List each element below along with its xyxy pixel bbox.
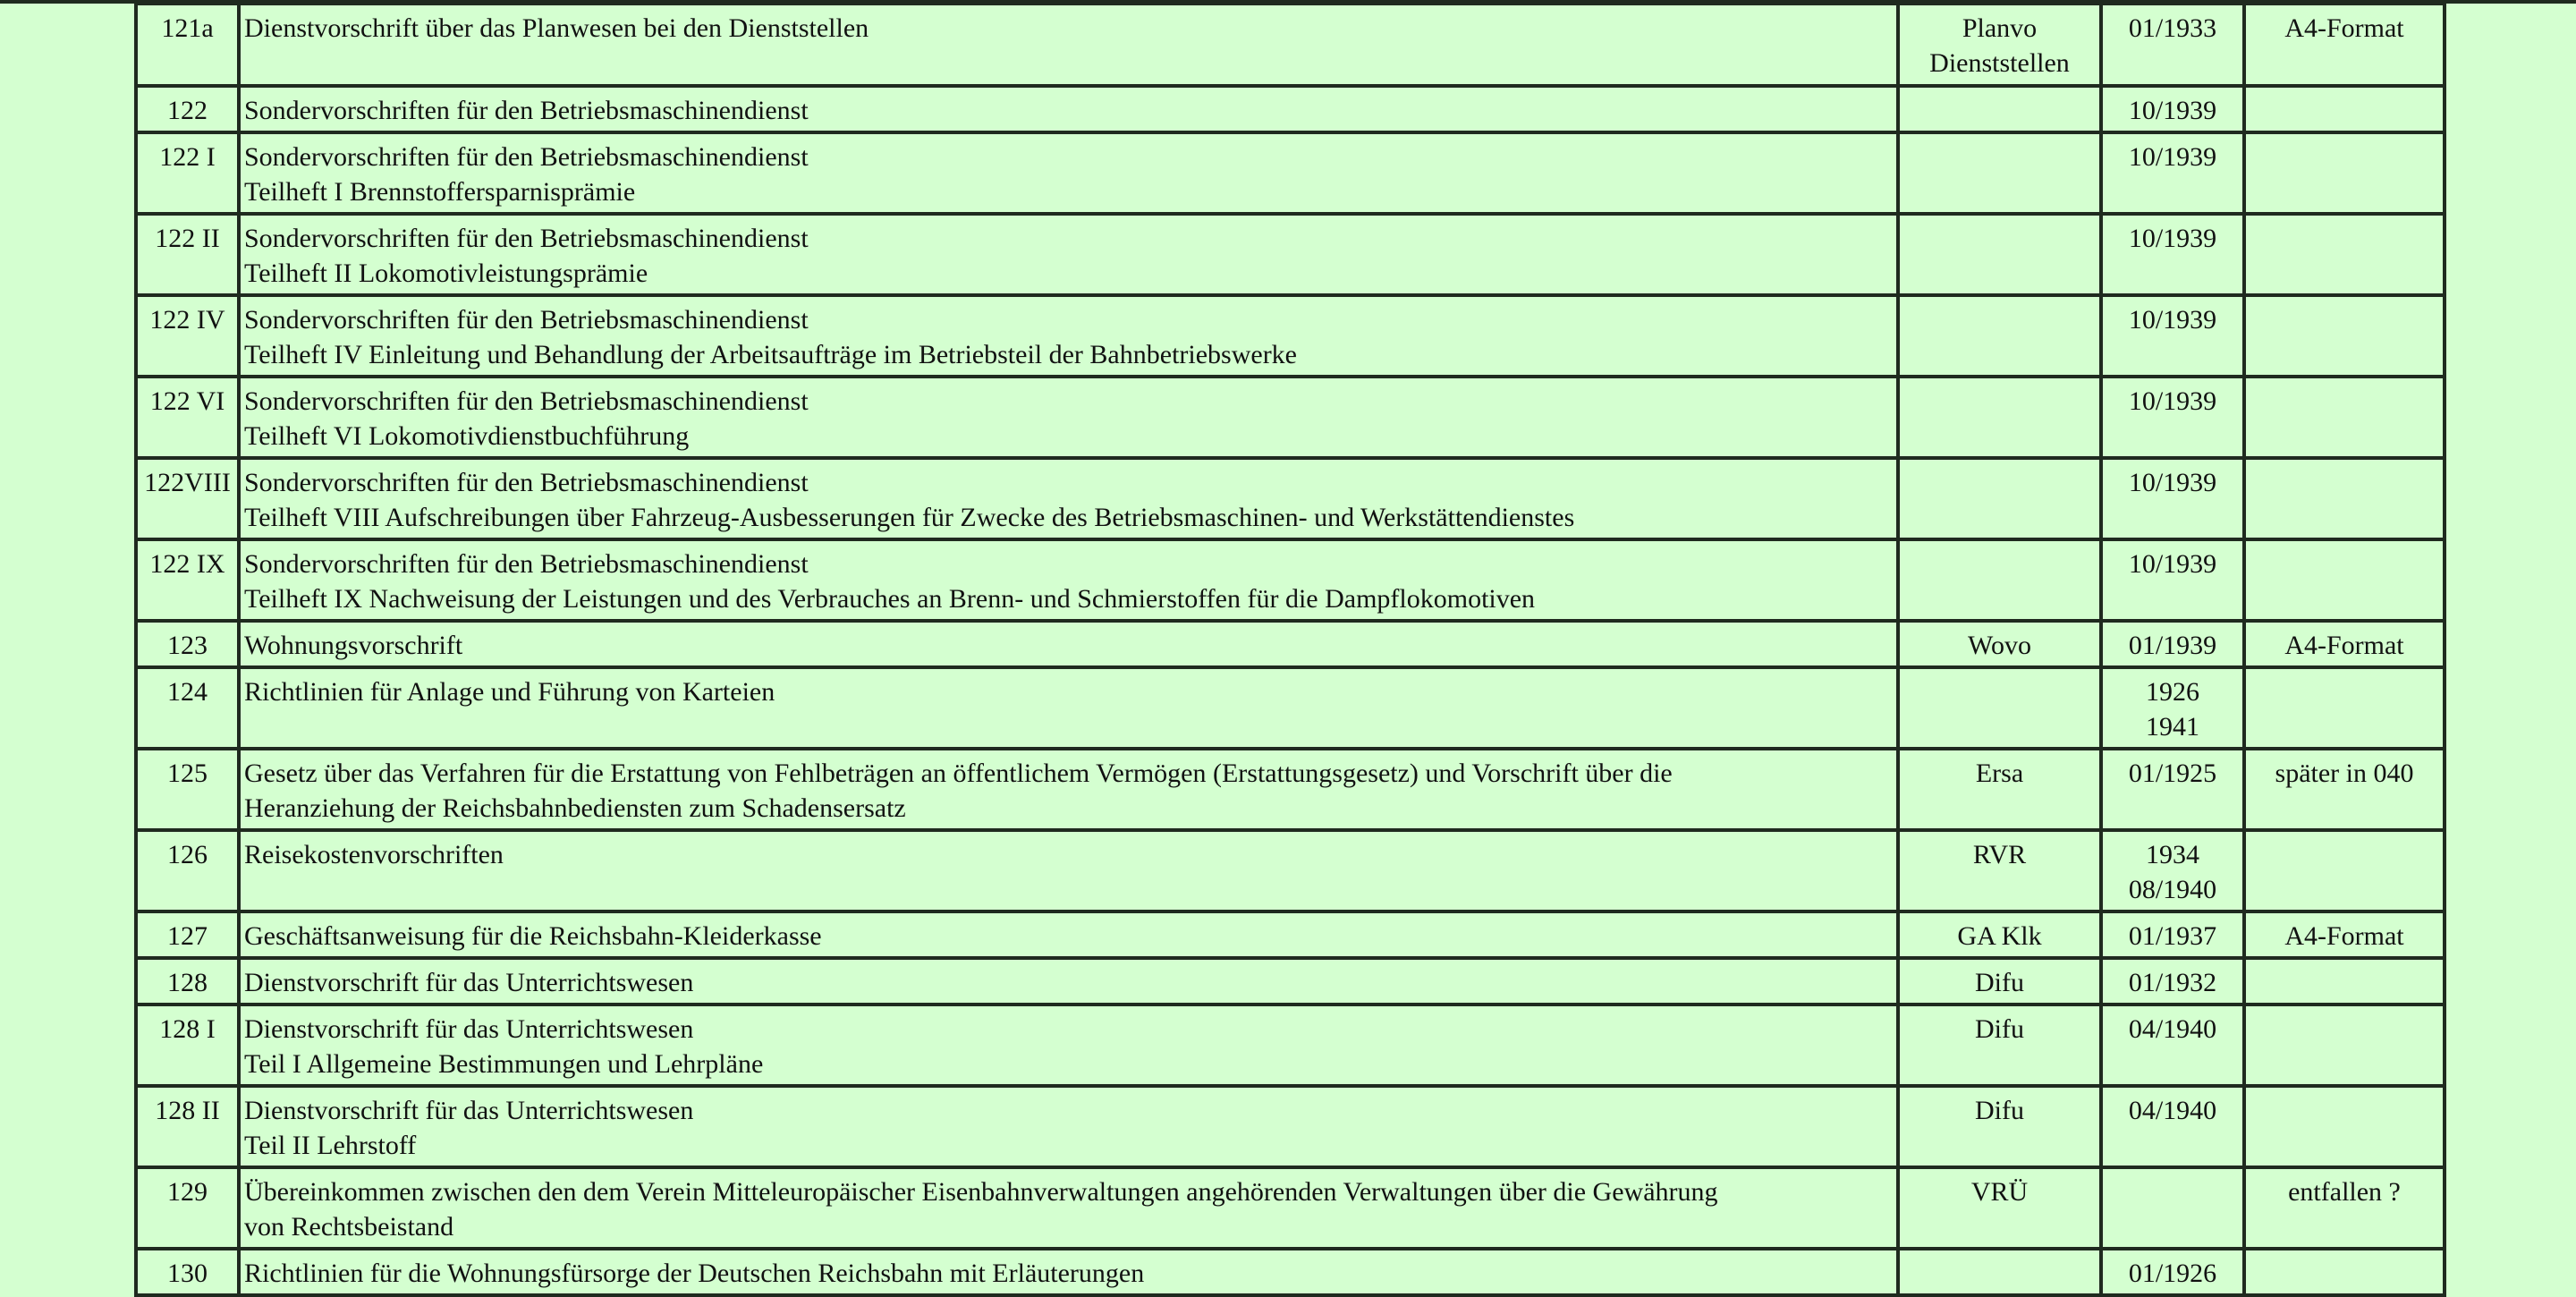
edition-date-cell	[2101, 1005, 2244, 1086]
table-row	[136, 295, 2445, 377]
regulation-number-cell	[136, 667, 239, 749]
abbreviation-line: VRÜ	[1970, 1177, 2029, 1207]
regulation-title-cell	[239, 214, 1898, 295]
edition-date-line: 10/1939	[2128, 96, 2217, 125]
edition-date-cell	[2101, 1086, 2244, 1167]
abbreviation-line: Difu	[1975, 968, 2024, 997]
regulation-number-cell	[136, 377, 239, 458]
edition-date-line: 01/1925	[2128, 759, 2217, 788]
abbreviation-cell	[1898, 214, 2101, 295]
abbreviation-cell	[1898, 749, 2101, 830]
remark: entfallen ?	[2288, 1177, 2401, 1207]
regulation-title-cell	[239, 1005, 1898, 1086]
abbreviation-line: Ersa	[1975, 759, 2024, 788]
regulation-number: 128 II	[155, 1096, 220, 1125]
regulation-title-line: Sondervorschriften für den Betriebsmaschinendienst	[244, 468, 809, 497]
regulation-title-cell	[239, 1249, 1898, 1295]
table-row	[136, 132, 2445, 214]
edition-date-line: 10/1939	[2128, 305, 2217, 335]
remark-cell	[2244, 958, 2445, 1005]
table-row	[136, 749, 2445, 830]
regulation-title-line: Sondervorschriften für den Betriebsmaschinendienst	[244, 305, 809, 335]
remark-cell	[2244, 1167, 2445, 1249]
regulation-title-cell	[239, 621, 1898, 667]
remark: A4-Format	[2284, 921, 2404, 951]
regulation-title-line: Übereinkommen zwischen den dem Verein Mitteleuropäischer Eisenbahnverwaltungen angehörenden Verwaltungen über die Gewährung	[244, 1177, 1718, 1207]
edition-date-line: 10/1939	[2128, 142, 2217, 172]
regulation-title-cell	[239, 295, 1898, 377]
regulation-title-line: Heranziehung der Reichsbahnbediensten zum Schadensersatz	[244, 793, 906, 823]
regulation-title-cell	[239, 539, 1898, 621]
remark-cell	[2244, 1005, 2445, 1086]
regulation-title-line: Teil I Allgemeine Bestimmungen und Lehrpläne	[244, 1049, 764, 1079]
edition-date-cell	[2101, 958, 2244, 1005]
regulation-title-line: Sondervorschriften für den Betriebsmaschinendienst	[244, 96, 809, 125]
regulation-title-cell	[239, 377, 1898, 458]
edition-date-line: 1934	[2146, 840, 2199, 869]
regulation-title-line: Dienstvorschrift für das Unterrichtswesen	[244, 1014, 694, 1044]
remark-cell	[2244, 667, 2445, 749]
regulation-title-line: Dienstvorschrift über das Planwesen bei den Dienststellen	[244, 13, 869, 43]
regulation-number-cell	[136, 1005, 239, 1086]
regulation-number: 124	[167, 677, 208, 707]
table-row	[136, 830, 2445, 911]
table-row	[136, 1005, 2445, 1086]
remark-cell	[2244, 458, 2445, 539]
abbreviation-cell	[1898, 667, 2101, 749]
edition-date-cell	[2101, 911, 2244, 958]
abbreviation-cell	[1898, 458, 2101, 539]
regulation-number: 122 I	[159, 142, 216, 172]
remark-cell	[2244, 86, 2445, 132]
remark-cell	[2244, 295, 2445, 377]
regulation-title-line: Teilheft IV Einleitung und Behandlung der Arbeitsaufträge im Betriebsteil der Bahnbetriebswerke	[244, 340, 1298, 369]
regulation-title-cell	[239, 132, 1898, 214]
table-row	[136, 911, 2445, 958]
regulation-title-cell	[239, 1086, 1898, 1167]
edition-date-line: 10/1939	[2128, 468, 2217, 497]
abbreviation-cell	[1898, 132, 2101, 214]
regulation-number: 129	[167, 1177, 208, 1207]
regulation-number-cell	[136, 132, 239, 214]
regulation-number: 128 I	[159, 1014, 216, 1044]
abbreviation-line: Wovo	[1968, 631, 2031, 660]
table-row	[136, 214, 2445, 295]
edition-date-cell	[2101, 295, 2244, 377]
remark-cell	[2244, 621, 2445, 667]
regulation-title-line: Sondervorschriften für den Betriebsmaschinendienst	[244, 224, 809, 253]
regulation-number-cell	[136, 911, 239, 958]
edition-date-line: 10/1939	[2128, 224, 2217, 253]
table-row	[136, 958, 2445, 1005]
regulation-title-cell	[239, 911, 1898, 958]
abbreviation-cell	[1898, 1167, 2101, 1249]
table-row	[136, 1086, 2445, 1167]
edition-date-line: 01/1932	[2128, 968, 2217, 997]
regulation-title-cell	[239, 1167, 1898, 1249]
edition-date-line: 01/1939	[2128, 631, 2217, 660]
edition-date-line: 01/1933	[2128, 13, 2217, 43]
regulations-table-body	[136, 4, 2445, 1295]
edition-date-cell	[2101, 1167, 2244, 1249]
regulation-title-cell	[239, 958, 1898, 1005]
regulation-title-cell	[239, 86, 1898, 132]
regulation-number: 122 VI	[149, 386, 225, 416]
table-row	[136, 377, 2445, 458]
remark-cell	[2244, 214, 2445, 295]
regulation-title-line: Teilheft VI Lokomotivdienstbuchführung	[244, 421, 690, 451]
abbreviation-cell	[1898, 295, 2101, 377]
regulation-number: 121a	[161, 13, 214, 43]
table-row	[136, 458, 2445, 539]
edition-date-line: 04/1940	[2128, 1096, 2217, 1125]
table-row	[136, 539, 2445, 621]
regulation-title-line: Geschäftsanweisung für die Reichsbahn-Kleiderkasse	[244, 921, 822, 951]
regulation-title-line: Reisekostenvorschriften	[244, 840, 504, 869]
regulation-number-cell	[136, 4, 239, 86]
regulation-number: 122	[167, 96, 208, 125]
regulation-number-cell	[136, 1249, 239, 1295]
edition-date-cell	[2101, 667, 2244, 749]
edition-date-cell	[2101, 621, 2244, 667]
remark-cell	[2244, 1086, 2445, 1167]
abbreviation-cell	[1898, 539, 2101, 621]
regulation-title-line: Teilheft II Lokomotivleistungsprämie	[244, 259, 648, 288]
regulation-title-line: Sondervorschriften für den Betriebsmaschinendienst	[244, 142, 809, 172]
edition-date-cell	[2101, 214, 2244, 295]
regulation-number: 122 II	[155, 224, 220, 253]
regulation-title-line: Teil II Lehrstoff	[244, 1131, 417, 1160]
edition-date-cell	[2101, 749, 2244, 830]
abbreviation-cell	[1898, 911, 2101, 958]
regulation-title-line: Teilheft I Brennstoffersparnisprämie	[244, 177, 636, 207]
edition-date-cell	[2101, 539, 2244, 621]
regulation-number-cell	[136, 539, 239, 621]
edition-date-cell	[2101, 377, 2244, 458]
edition-date-line: 01/1937	[2128, 921, 2217, 951]
edition-date-line: 10/1939	[2128, 549, 2217, 579]
regulation-number-cell	[136, 295, 239, 377]
regulation-number: 122 IV	[149, 305, 225, 335]
abbreviation-line: Difu	[1975, 1096, 2024, 1125]
table-row	[136, 1167, 2445, 1249]
regulation-title-cell	[239, 667, 1898, 749]
edition-date-cell	[2101, 1249, 2244, 1295]
regulation-number: 126	[167, 840, 208, 869]
regulation-title-line: Dienstvorschrift für das Unterrichtswesen	[244, 968, 694, 997]
regulation-title-cell	[239, 830, 1898, 911]
remark-cell	[2244, 377, 2445, 458]
abbreviation-cell	[1898, 958, 2101, 1005]
remark: später in 040	[2275, 759, 2414, 788]
edition-date-line: 10/1939	[2128, 386, 2217, 416]
table-row	[136, 621, 2445, 667]
regulation-number-cell	[136, 214, 239, 295]
regulation-number-cell	[136, 749, 239, 830]
regulation-title-line: Teilheft VIII Aufschreibungen über Fahrzeug-Ausbesserungen für Zwecke des Betriebsmaschinen- und Werkstättendienstes	[244, 503, 1575, 532]
abbreviation-line: Dienststellen	[1929, 48, 2070, 78]
abbreviation-line: RVR	[1972, 840, 2027, 869]
remark: A4-Format	[2284, 13, 2404, 43]
edition-date-cell	[2101, 86, 2244, 132]
regulation-number-cell	[136, 1167, 239, 1249]
table-row	[136, 4, 2445, 86]
edition-date-line: 1941	[2146, 712, 2199, 742]
abbreviation-cell	[1898, 621, 2101, 667]
edition-date-line: 1926	[2146, 677, 2199, 707]
remark-cell	[2244, 911, 2445, 958]
remark-cell	[2244, 830, 2445, 911]
regulation-title-cell	[239, 458, 1898, 539]
abbreviation-line: GA Klk	[1957, 921, 2042, 951]
remark-cell	[2244, 749, 2445, 830]
regulation-title-line: Richtlinien für die Wohnungsfürsorge der Deutschen Reichsbahn mit Erläuterungen	[244, 1259, 1145, 1288]
regulations-table	[134, 2, 2446, 1297]
abbreviation-cell	[1898, 1249, 2101, 1295]
table-row	[136, 86, 2445, 132]
regulation-title-line: von Rechtsbeistand	[244, 1212, 454, 1242]
regulation-title-cell	[239, 749, 1898, 830]
regulation-number: 130	[167, 1259, 208, 1288]
regulation-number-cell	[136, 621, 239, 667]
edition-date-cell	[2101, 830, 2244, 911]
remark-cell	[2244, 132, 2445, 214]
edition-date-cell	[2101, 458, 2244, 539]
abbreviation-line: Difu	[1975, 1014, 2024, 1044]
remark-cell	[2244, 1249, 2445, 1295]
abbreviation-cell	[1898, 4, 2101, 86]
regulation-title-line: Sondervorschriften für den Betriebsmaschinendienst	[244, 549, 809, 579]
regulation-number-cell	[136, 958, 239, 1005]
regulation-title-line: Richtlinien für Anlage und Führung von Karteien	[244, 677, 775, 707]
abbreviation-cell	[1898, 830, 2101, 911]
regulation-number-cell	[136, 86, 239, 132]
abbreviation-line: Planvo	[1962, 13, 2038, 43]
remark-cell	[2244, 4, 2445, 86]
regulation-title-line: Wohnungsvorschrift	[244, 631, 463, 660]
regulation-number-cell	[136, 830, 239, 911]
table-row	[136, 1249, 2445, 1295]
edition-date-cell	[2101, 132, 2244, 214]
abbreviation-cell	[1898, 1005, 2101, 1086]
regulation-number: 125	[167, 759, 208, 788]
edition-date-cell	[2101, 4, 2244, 86]
remark: A4-Format	[2284, 631, 2404, 660]
regulation-number: 123	[167, 631, 208, 660]
regulation-number: 128	[167, 968, 208, 997]
remark-cell	[2244, 539, 2445, 621]
abbreviation-cell	[1898, 377, 2101, 458]
regulation-title-line: Gesetz über das Verfahren für die Erstattung von Fehlbeträgen an öffentlichem Vermögen (Erstattungsgesetz) und Vorschrift über die	[244, 759, 1673, 788]
regulation-title-line: Sondervorschriften für den Betriebsmaschinendienst	[244, 386, 809, 416]
edition-date-line: 04/1940	[2128, 1014, 2217, 1044]
abbreviation-cell	[1898, 86, 2101, 132]
edition-date-line: 08/1940	[2128, 875, 2217, 904]
regulation-number: 127	[167, 921, 208, 951]
regulation-number-cell	[136, 1086, 239, 1167]
regulation-number: 122 IX	[149, 549, 225, 579]
edition-date-line: 01/1926	[2128, 1259, 2217, 1288]
table-row	[136, 667, 2445, 749]
regulation-title-line: Dienstvorschrift für das Unterrichtswesen	[244, 1096, 694, 1125]
abbreviation-cell	[1898, 1086, 2101, 1167]
regulation-title-line: Teilheft IX Nachweisung der Leistungen und des Verbrauches an Brenn- und Schmierstoffen für die Dampflokomotiven	[244, 584, 1536, 614]
regulation-number-cell	[136, 458, 239, 539]
regulation-number: 122VIII	[144, 468, 231, 497]
regulation-title-cell	[239, 4, 1898, 86]
